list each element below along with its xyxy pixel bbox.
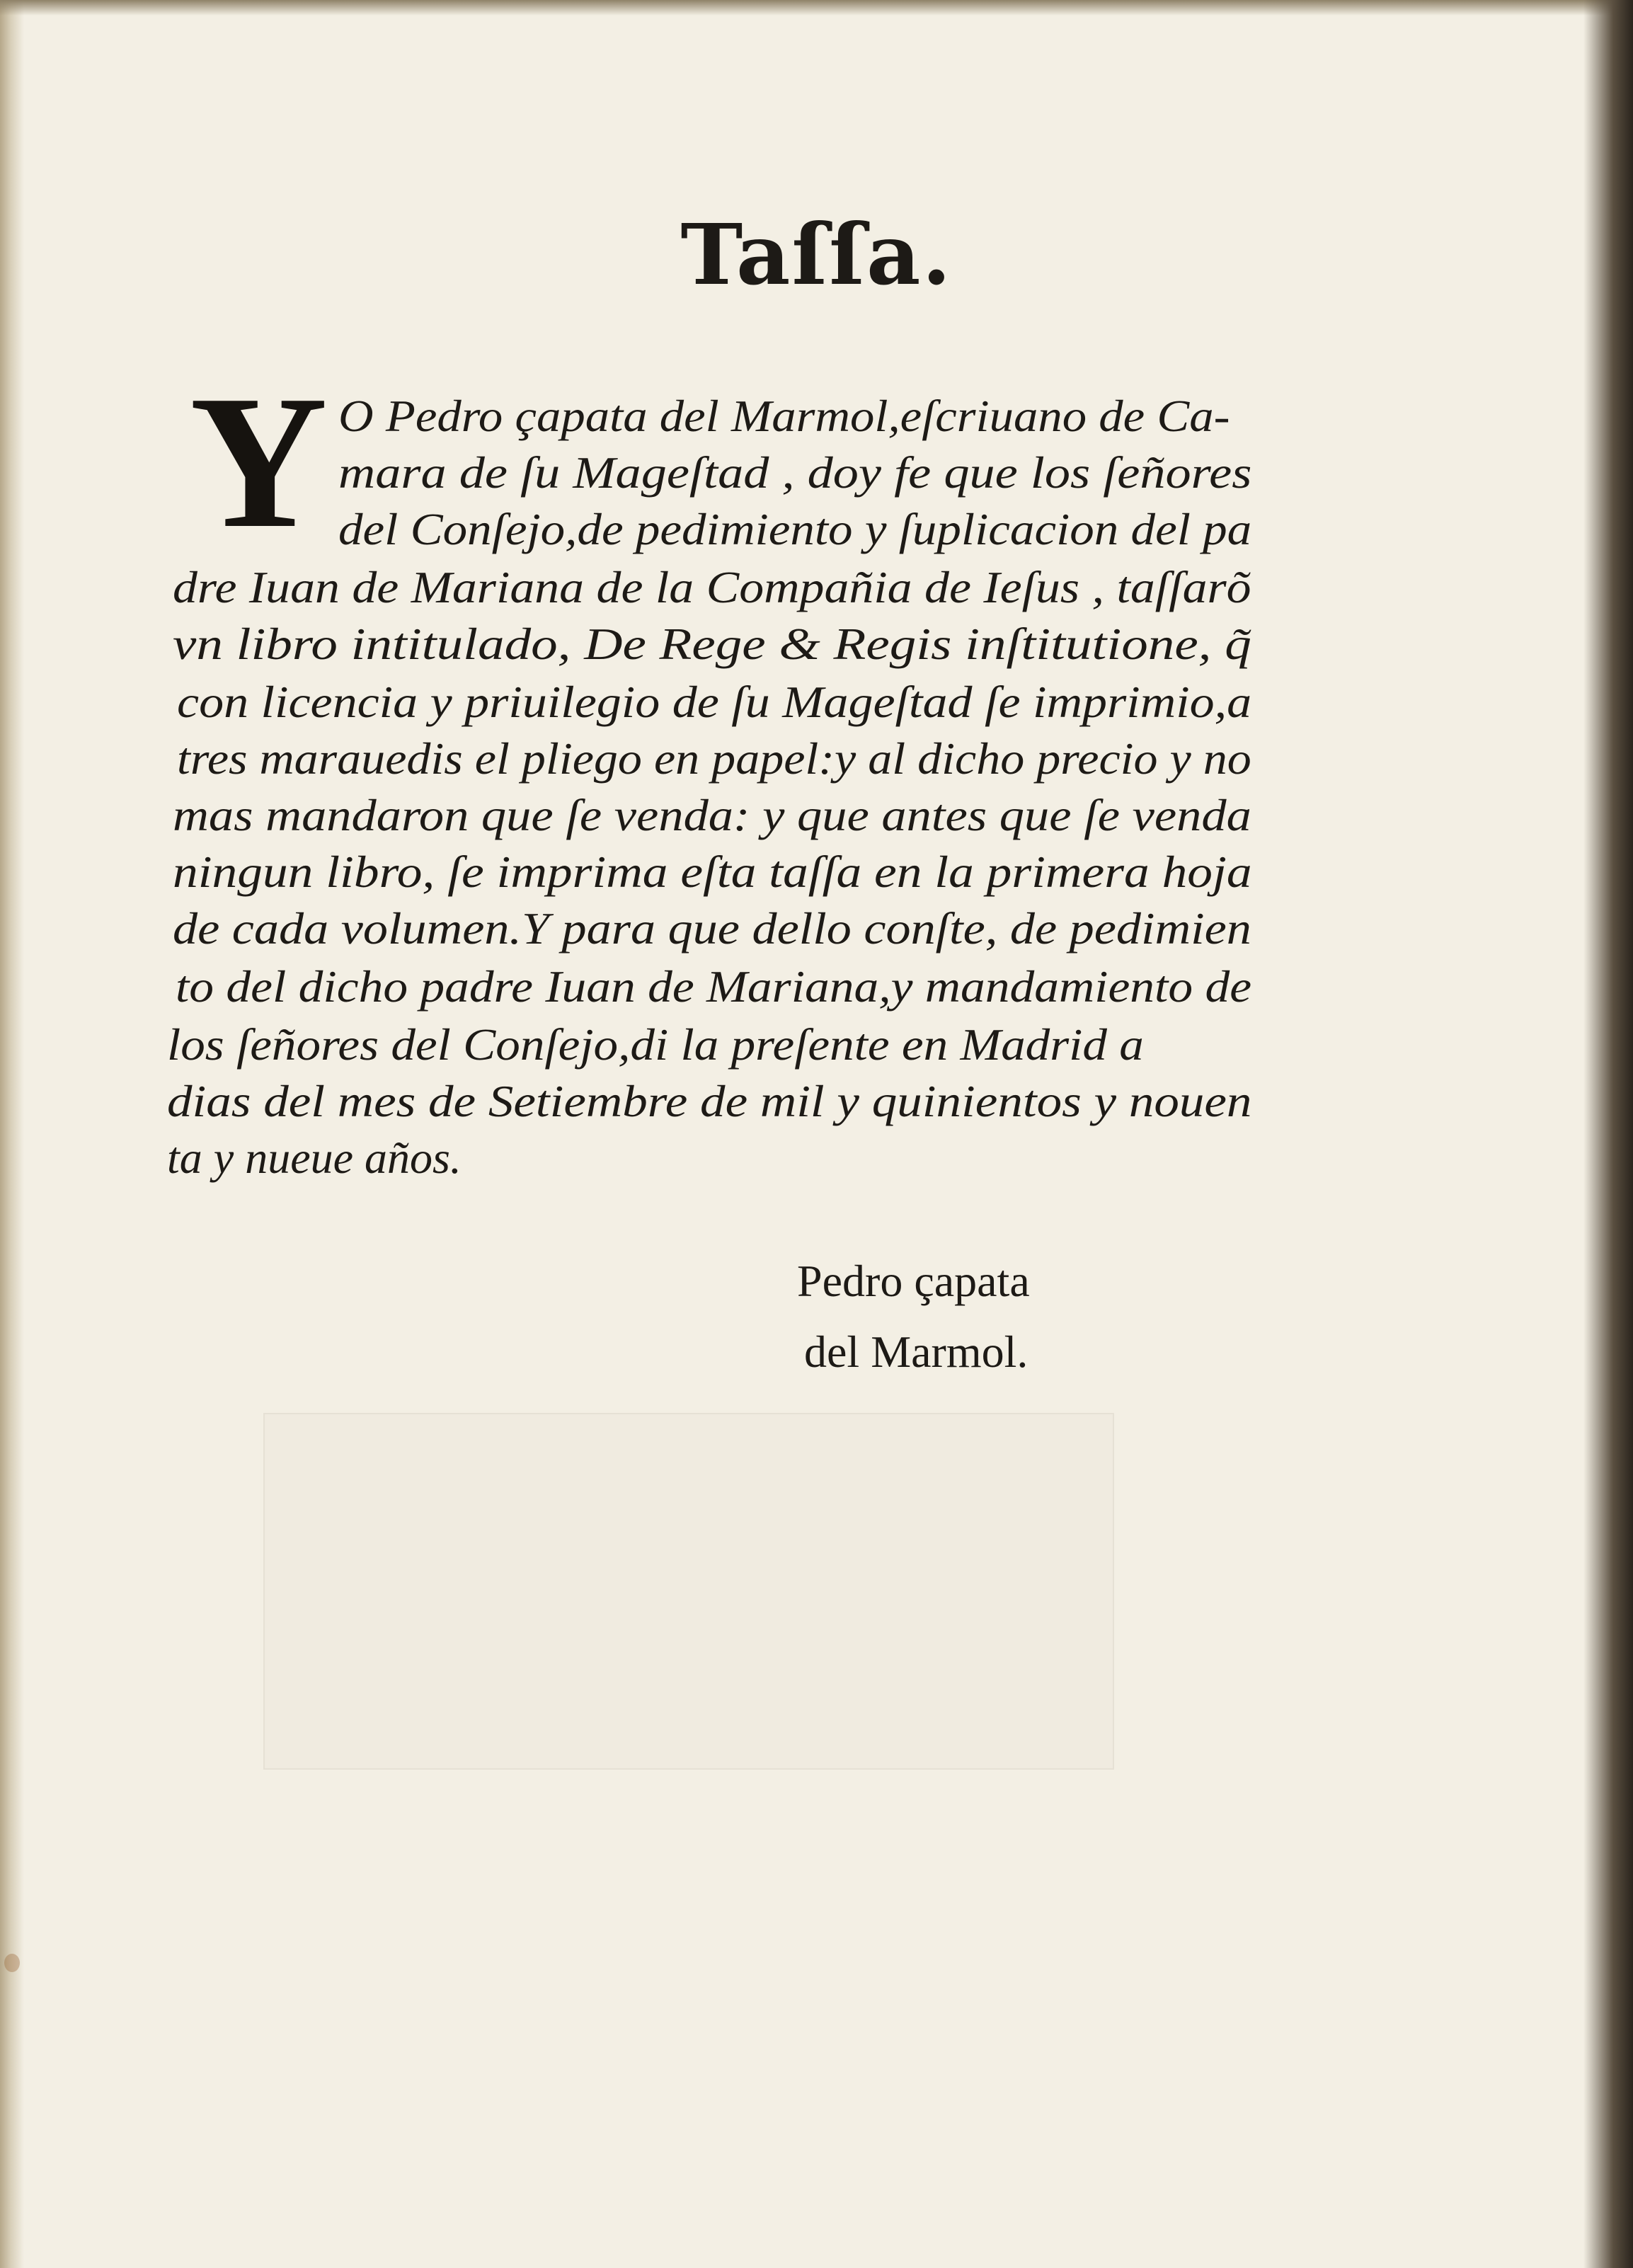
signature-line: del Marmol. — [804, 1327, 1028, 1377]
text-line: mara de ſu Mageſtad , doy fe que los ſeñores — [338, 447, 1252, 498]
text-line: ningun libro, ſe imprima eſta taſſa en la primera hoja — [173, 847, 1252, 897]
text-line: ta y nueue años. — [167, 1133, 462, 1183]
text-line: vn libro intitulado, De Rege & Regis inſtitutione, q̃ — [173, 619, 1251, 669]
text-line: tres marauedis el pliego en papel:y al dicho precio y no — [177, 733, 1251, 784]
text-line: O Pedro çapata del Marmol,eſcriuano de Ca- — [338, 391, 1230, 441]
page-title: Taſſa. — [680, 205, 953, 304]
text-line: dre Iuan de Mariana de la Compañia de Ieſus , taſſarõ — [173, 562, 1251, 612]
binding-edge — [0, 0, 24, 2268]
show-through-plate — [263, 1413, 1114, 1770]
signature-line: Pedro çapata — [797, 1256, 1030, 1306]
text-line: los ſeñores del Conſejo,di la preſente en Madrid a — [167, 1019, 1144, 1070]
text-line: mas mandaron que ſe venda: y que antes que ſe venda — [173, 790, 1251, 840]
top-edge-shadow — [0, 0, 1633, 16]
drop-cap-initial: Y — [190, 356, 328, 568]
text-line: del Conſejo,de pedimiento y ſuplicacion del pa — [338, 504, 1252, 554]
text-line: con licencia y priuilegio de ſu Mageſtad ſe imprimio,a — [177, 677, 1252, 727]
text-line: to del dicho padre Iuan de Mariana,y mandamiento de — [176, 961, 1252, 1012]
foxing-stain — [4, 1954, 20, 1972]
text-line: de cada volumen.Y para que dello conſte, de pedimien — [173, 903, 1251, 953]
book-cover-edge — [1583, 0, 1633, 2268]
text-line: dias del mes de Setiembre de mil y quinientos y nouen — [167, 1076, 1252, 1126]
